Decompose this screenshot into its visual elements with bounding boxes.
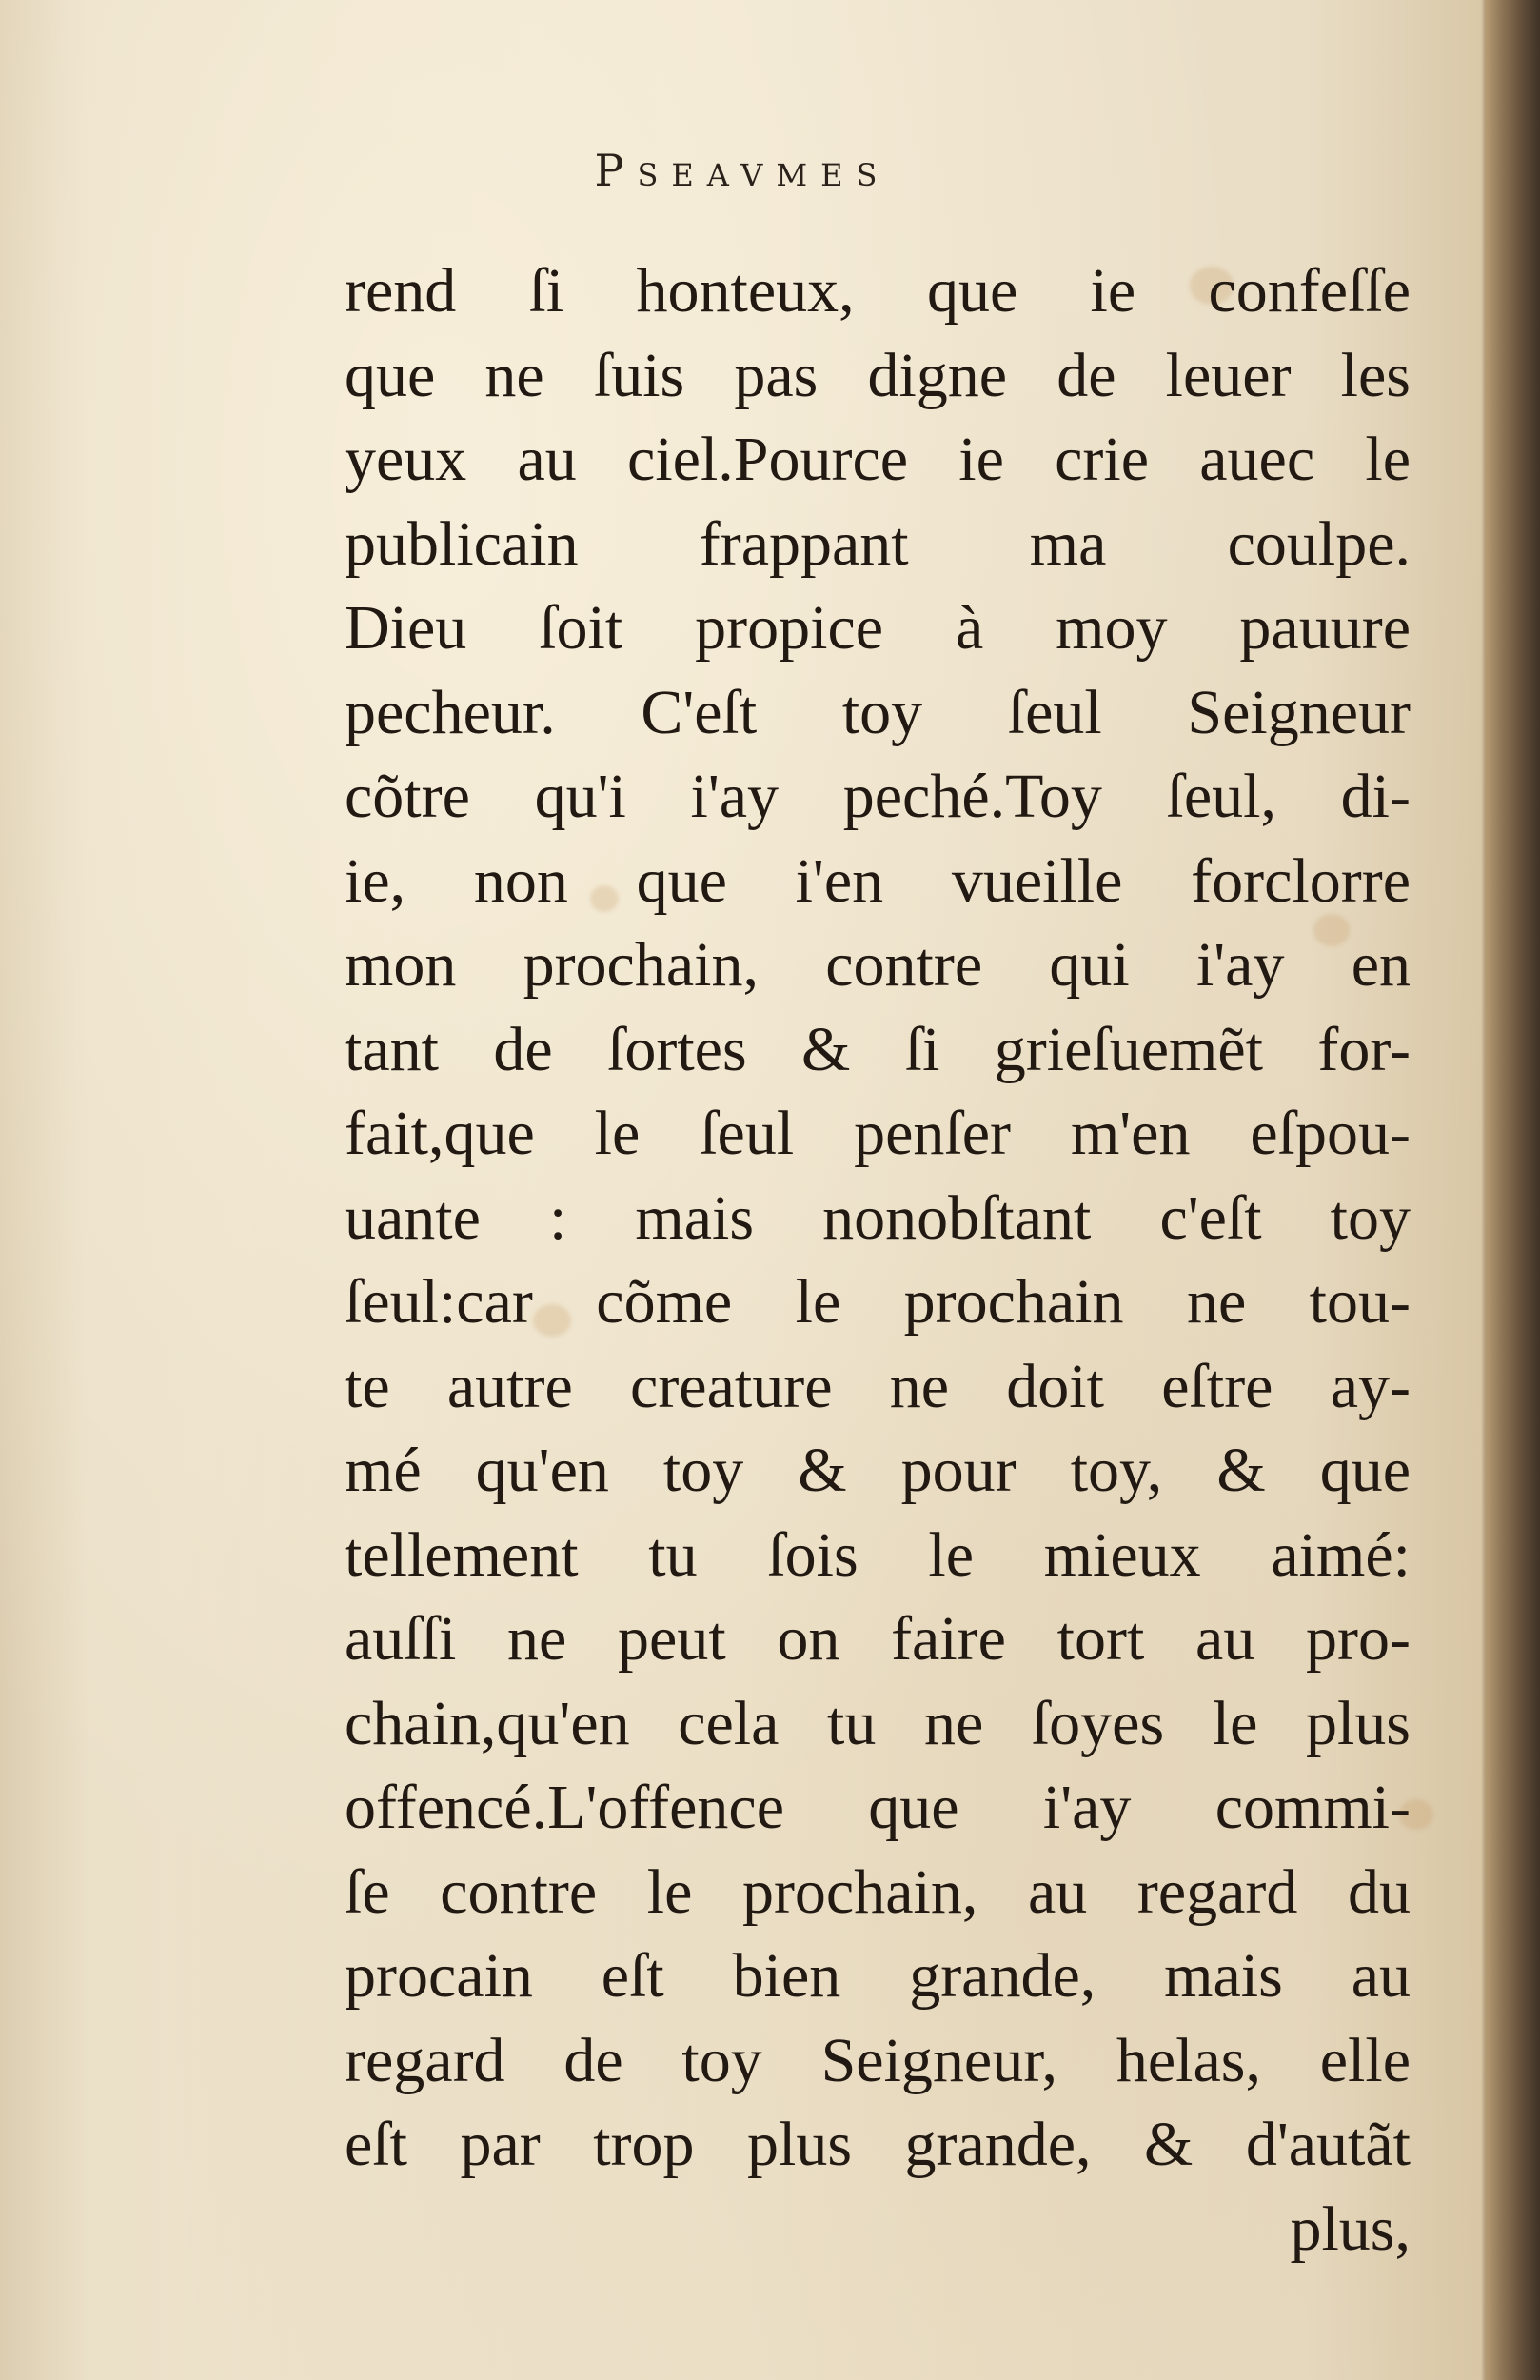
binding-gutter <box>1485 0 1540 2380</box>
text-line: eſt par trop plus grande, & d'autãt <box>345 2110 1411 2179</box>
text-line: que ne ſuis pas digne de leuer les <box>345 340 1411 410</box>
text-line: tant de ſortes & ſi grieſuemẽt for- <box>345 1014 1411 1084</box>
text-line: pecheur. C'eſt toy ſeul Seigneur <box>345 677 1411 747</box>
text-line: ſeul:car cõme le prochain ne tou- <box>345 1267 1411 1337</box>
text-line: cõtre qu'i i'ay peché.Toy ſeul, di- <box>345 762 1411 831</box>
text-line: mon prochain, contre qui i'ay en <box>345 930 1411 1000</box>
text-line: rend ſi honteux, que ie confeſſe <box>345 256 1411 326</box>
text-line: publicain frappant ma coulpe. <box>345 508 1411 579</box>
text-line: Dieu ſoit propice à moy pauure <box>345 593 1411 663</box>
text-line: auſſi ne peut on faire tort au pro- <box>345 1604 1411 1674</box>
text-line: offencé.L'offence que i'ay commi- <box>345 1773 1411 1842</box>
text-line: uante : mais nonobſtant c'eſt toy <box>345 1182 1411 1253</box>
text-line: mé qu'en toy & pour toy, & que <box>345 1436 1411 1505</box>
text-line: procain eſt bien grande, mais au <box>345 1941 1411 2011</box>
text-line: ſe contre le prochain, au regard du <box>345 1856 1411 1927</box>
text-line: ie, non que i'en vueille forclorre <box>345 845 1411 916</box>
text-line: tellement tu ſois le mieux aimé: <box>345 1519 1411 1590</box>
text-line: chain,qu'en cela tu ne ſoyes le plus <box>345 1688 1411 1758</box>
running-head: Pseavmes <box>594 145 891 196</box>
text-line: regard de toy Seigneur, helas, elle <box>345 2025 1411 2095</box>
text-line: fait,que le ſeul penſer m'en eſpou- <box>345 1099 1411 1168</box>
text-line: te autre creature ne doit eſtre ay- <box>345 1351 1411 1421</box>
catchword: plus, <box>1290 2193 1411 2264</box>
text-line: yeux au ciel.Pource ie crie auec le <box>345 425 1411 494</box>
body-text <box>345 249 1411 2271</box>
